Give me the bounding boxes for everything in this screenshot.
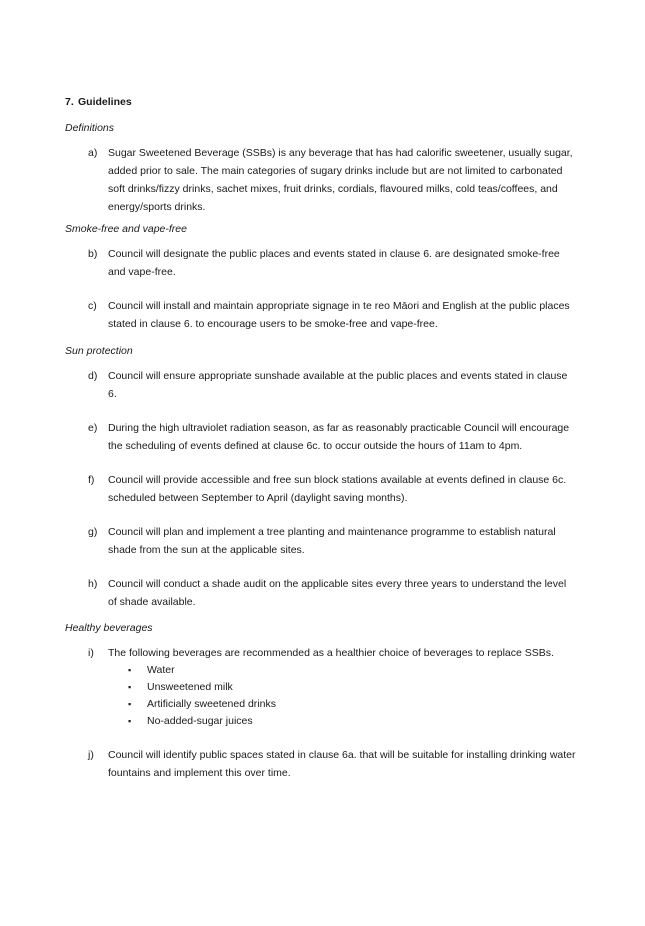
list-item-b-label: b) [88,248,98,260]
list-item-b [65,245,577,281]
list-item-c-text: Council will install and maintain appropriate signage in te reo Māori and English at the public places stated in clause 6. to encourage users to be smoke-free and vape-free. [108,300,570,330]
list-item-e [65,419,577,455]
list-item-g-label: g) [88,526,98,538]
list-item-e-label: e) [88,422,98,434]
subheading-smoke-free-and-vape-free: Smoke-free and vape-free [65,223,187,235]
list-item-d [65,367,577,403]
list-item-i-label: i) [88,647,94,659]
list-item-i [65,644,577,730]
list-item-h [65,575,577,611]
section-heading-title: Guidelines [78,96,132,108]
list-item-j-text: Council will identify public spaces stated in clause 6a. that will be suitable for installing drinking water fountains and implement this over time. [108,749,576,779]
square-bullet-icon: ▪ [128,682,132,692]
square-bullet-icon: ▪ [128,699,132,709]
list-item-i-body [108,644,577,730]
bullet-item-unsweetened-milk-text: Unsweetened milk [147,681,233,693]
list-item-h-label: h) [88,578,98,590]
bullet-item-water [108,662,577,679]
list-item-d-text: Council will ensure appropriate sunshade available at the public places and events stated in clause 6. [108,370,568,400]
list-item-c-label: c) [88,300,97,312]
subheading-healthy-beverages: Healthy beverages [65,622,153,634]
bullet-item-unsweetened-milk [108,679,577,696]
list-item-g-text: Council will plan and implement a tree planting and maintenance programme to establish natural shade from the sun at the applicable sites. [108,526,556,556]
list-item-g [65,523,577,559]
list-item-b-text: Council will designate the public places and events stated in clause 6. are designated smoke-free and vape-free. [108,248,560,278]
bullet-item-artificially-sweetened-drinks-text: Artificially sweetened drinks [147,698,276,710]
list-item-j [65,746,577,782]
bullet-item-no-added-sugar-juices-text: No-added-sugar juices [147,715,253,727]
list-item-f [65,471,577,507]
beverage-bullet-list [108,662,577,730]
list-item-j-label: j) [88,749,94,761]
list-item-h-text: Council will conduct a shade audit on the applicable sites every three years to understand the level of shade available. [108,578,567,608]
subheading-sun-protection: Sun protection [65,345,133,357]
section-heading-number: 7. [65,96,74,108]
section-heading [65,93,577,111]
list-item-a [65,144,577,216]
bullet-item-no-added-sugar-juices [108,713,577,730]
list-item-d-label: d) [88,370,98,382]
bullet-item-water-text: Water [147,664,175,676]
list-item-a-text: Sugar Sweetened Beverage (SSBs) is any beverage that has had calorific sweetener, usually sugar, added prior to sale. The main categories of sugary drinks include but are not limited to carbonated soft drinks/fizzy drinks, sachet mixes, fruit drinks, cordials, flavoured milks, cold teas/coffees, and energy/sports drinks. [108,147,573,213]
subheading-definitions: Definitions [65,122,115,134]
list-item-i-text: The following beverages are recommended as a healthier choice of beverages to replace SSBs. [108,647,554,659]
bullet-item-artificially-sweetened-drinks [108,696,577,713]
square-bullet-icon: ▪ [128,665,132,675]
list-item-c [65,297,577,333]
list-item-a-label: a) [88,147,98,159]
list-item-f-text: Council will provide accessible and free sun block stations available at events defined in clause 6c. scheduled between September to April (daylight saving months). [108,474,567,504]
list-item-f-label: f) [88,474,95,486]
square-bullet-icon: ▪ [128,716,132,726]
list-item-e-text: During the high ultraviolet radiation season, as far as reasonably practicable Council will encourage the scheduling of events defined at clause 6c. to occur outside the hours of 11am to 4pm. [108,422,570,452]
